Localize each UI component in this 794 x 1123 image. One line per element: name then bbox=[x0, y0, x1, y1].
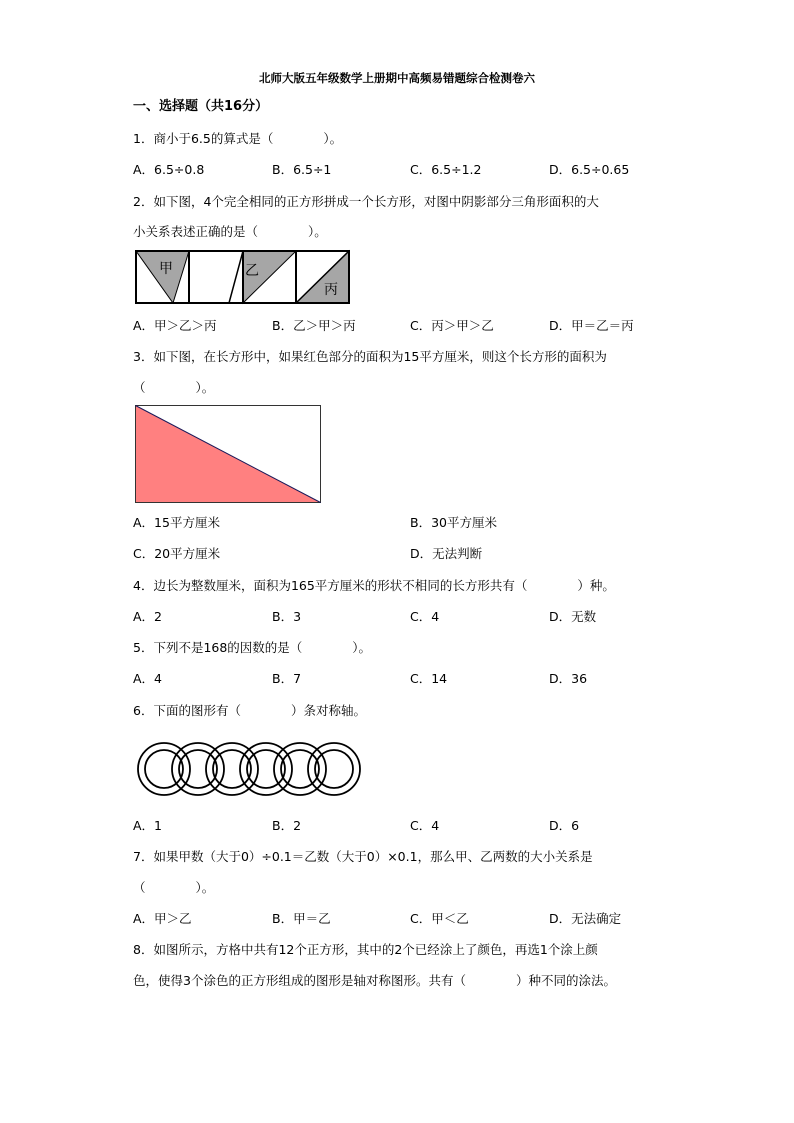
question-4-option-d[interactable]: D．无数 bbox=[549, 609, 597, 624]
ring-inner-circle bbox=[213, 750, 251, 788]
question-2-option-a[interactable]: A．甲＞乙＞丙 bbox=[133, 318, 217, 333]
question-7-option-b[interactable]: B．甲＝乙 bbox=[272, 911, 331, 926]
question-2-option-d[interactable]: D．甲＝乙＝丙 bbox=[549, 318, 634, 333]
question-4-option-a[interactable]: A．2 bbox=[133, 609, 163, 624]
label-yi: 乙 bbox=[245, 263, 259, 279]
question-7-option-a[interactable]: A．甲＞乙 bbox=[133, 911, 192, 926]
triangle-jia bbox=[136, 251, 189, 303]
question-4-option-c[interactable]: C．4 bbox=[410, 609, 440, 624]
question-4-stem: 4．边长为整数厘米，面积为165平方厘米的形状不相同的长方形共有（ ）种。 bbox=[133, 578, 615, 593]
question-5-option-d[interactable]: D．36 bbox=[549, 671, 588, 686]
question-7-option-d[interactable]: D．无法确定 bbox=[549, 911, 622, 926]
question-6-option-a[interactable]: A．1 bbox=[133, 818, 163, 833]
question-4-option-b[interactable]: B．3 bbox=[272, 609, 302, 624]
question-1-option-d[interactable]: D．6.5÷0.65 bbox=[549, 162, 630, 177]
question-2-stem-line-1: 2．如下图，4个完全相同的正方形拼成一个长方形，对图中阴影部分三角形面积的大 bbox=[133, 194, 599, 209]
question-5-stem: 5．下列不是168的因数的是（ ）。 bbox=[133, 640, 372, 655]
question-2-figure bbox=[136, 251, 350, 305]
question-3-stem-line-2: （ ）。 bbox=[133, 380, 215, 395]
question-1-option-b[interactable]: B．6.5÷1 bbox=[272, 162, 332, 177]
label-bing: 丙 bbox=[324, 282, 338, 298]
ring-inner-circle bbox=[315, 750, 353, 788]
question-6-rings-figure bbox=[136, 741, 360, 797]
question-7-stem-line-2: （ ）。 bbox=[133, 880, 215, 895]
ring-inner-circle bbox=[145, 750, 183, 788]
question-7-option-c[interactable]: C．甲＜乙 bbox=[410, 911, 469, 926]
question-3-option-a[interactable]: A．15平方厘米 bbox=[133, 515, 220, 530]
ring-inner-circle bbox=[281, 750, 319, 788]
question-3-option-c[interactable]: C．20平方厘米 bbox=[133, 546, 221, 561]
question-2-option-b[interactable]: B．乙＞甲＞丙 bbox=[272, 318, 356, 333]
question-3-figure bbox=[135, 405, 322, 504]
document-title: 北师大版五年级数学上册期中高频易错题综合检测卷六 bbox=[259, 71, 535, 85]
question-8-stem-line-1: 8．如图所示，方格中共有12个正方形，其中的2个已经涂上了颜色，再选1个涂上颜 bbox=[133, 942, 598, 957]
ring-inner-circle bbox=[247, 750, 285, 788]
question-8-stem-line-2: 色，使得3个涂色的正方形组成的图形是轴对称图形。共有（ ）种不同的涂法。 bbox=[133, 973, 616, 988]
question-7-stem-line-1: 7．如果甲数（大于0）÷0.1＝乙数（大于0）×0.1，那么甲、乙两数的大小关系是 bbox=[133, 849, 593, 864]
question-6-option-b[interactable]: B．2 bbox=[272, 818, 302, 833]
question-1-stem: 1．商小于6.5的算式是（ ）。 bbox=[133, 131, 343, 146]
question-1-option-a[interactable]: A．6.5÷0.8 bbox=[133, 162, 205, 177]
question-6-option-d[interactable]: D．6 bbox=[549, 818, 580, 833]
question-3-option-d[interactable]: D．无法判断 bbox=[410, 546, 483, 561]
question-2-option-c[interactable]: C．丙＞甲＞乙 bbox=[410, 318, 494, 333]
question-5-option-b[interactable]: B．7 bbox=[272, 671, 302, 686]
question-3-option-b[interactable]: B．30平方厘米 bbox=[410, 515, 497, 530]
question-6-stem: 6．下面的图形有（ ）条对称轴。 bbox=[133, 703, 366, 718]
question-5-option-c[interactable]: C．14 bbox=[410, 671, 448, 686]
question-6-option-c[interactable]: C．4 bbox=[410, 818, 440, 833]
ring-inner-circle bbox=[179, 750, 217, 788]
question-5-option-a[interactable]: A．4 bbox=[133, 671, 163, 686]
question-2-stem-line-2: 小关系表述正确的是（ ）。 bbox=[133, 224, 327, 239]
question-3-stem-line-1: 3．如下图，在长方形中，如果红色部分的面积为15平方厘米，则这个长方形的面积为 bbox=[133, 349, 607, 364]
section-heading: 一、选择题（共16分） bbox=[133, 99, 269, 114]
question-1-option-c[interactable]: C．6.5÷1.2 bbox=[410, 162, 482, 177]
label-jia: 甲 bbox=[159, 261, 173, 277]
